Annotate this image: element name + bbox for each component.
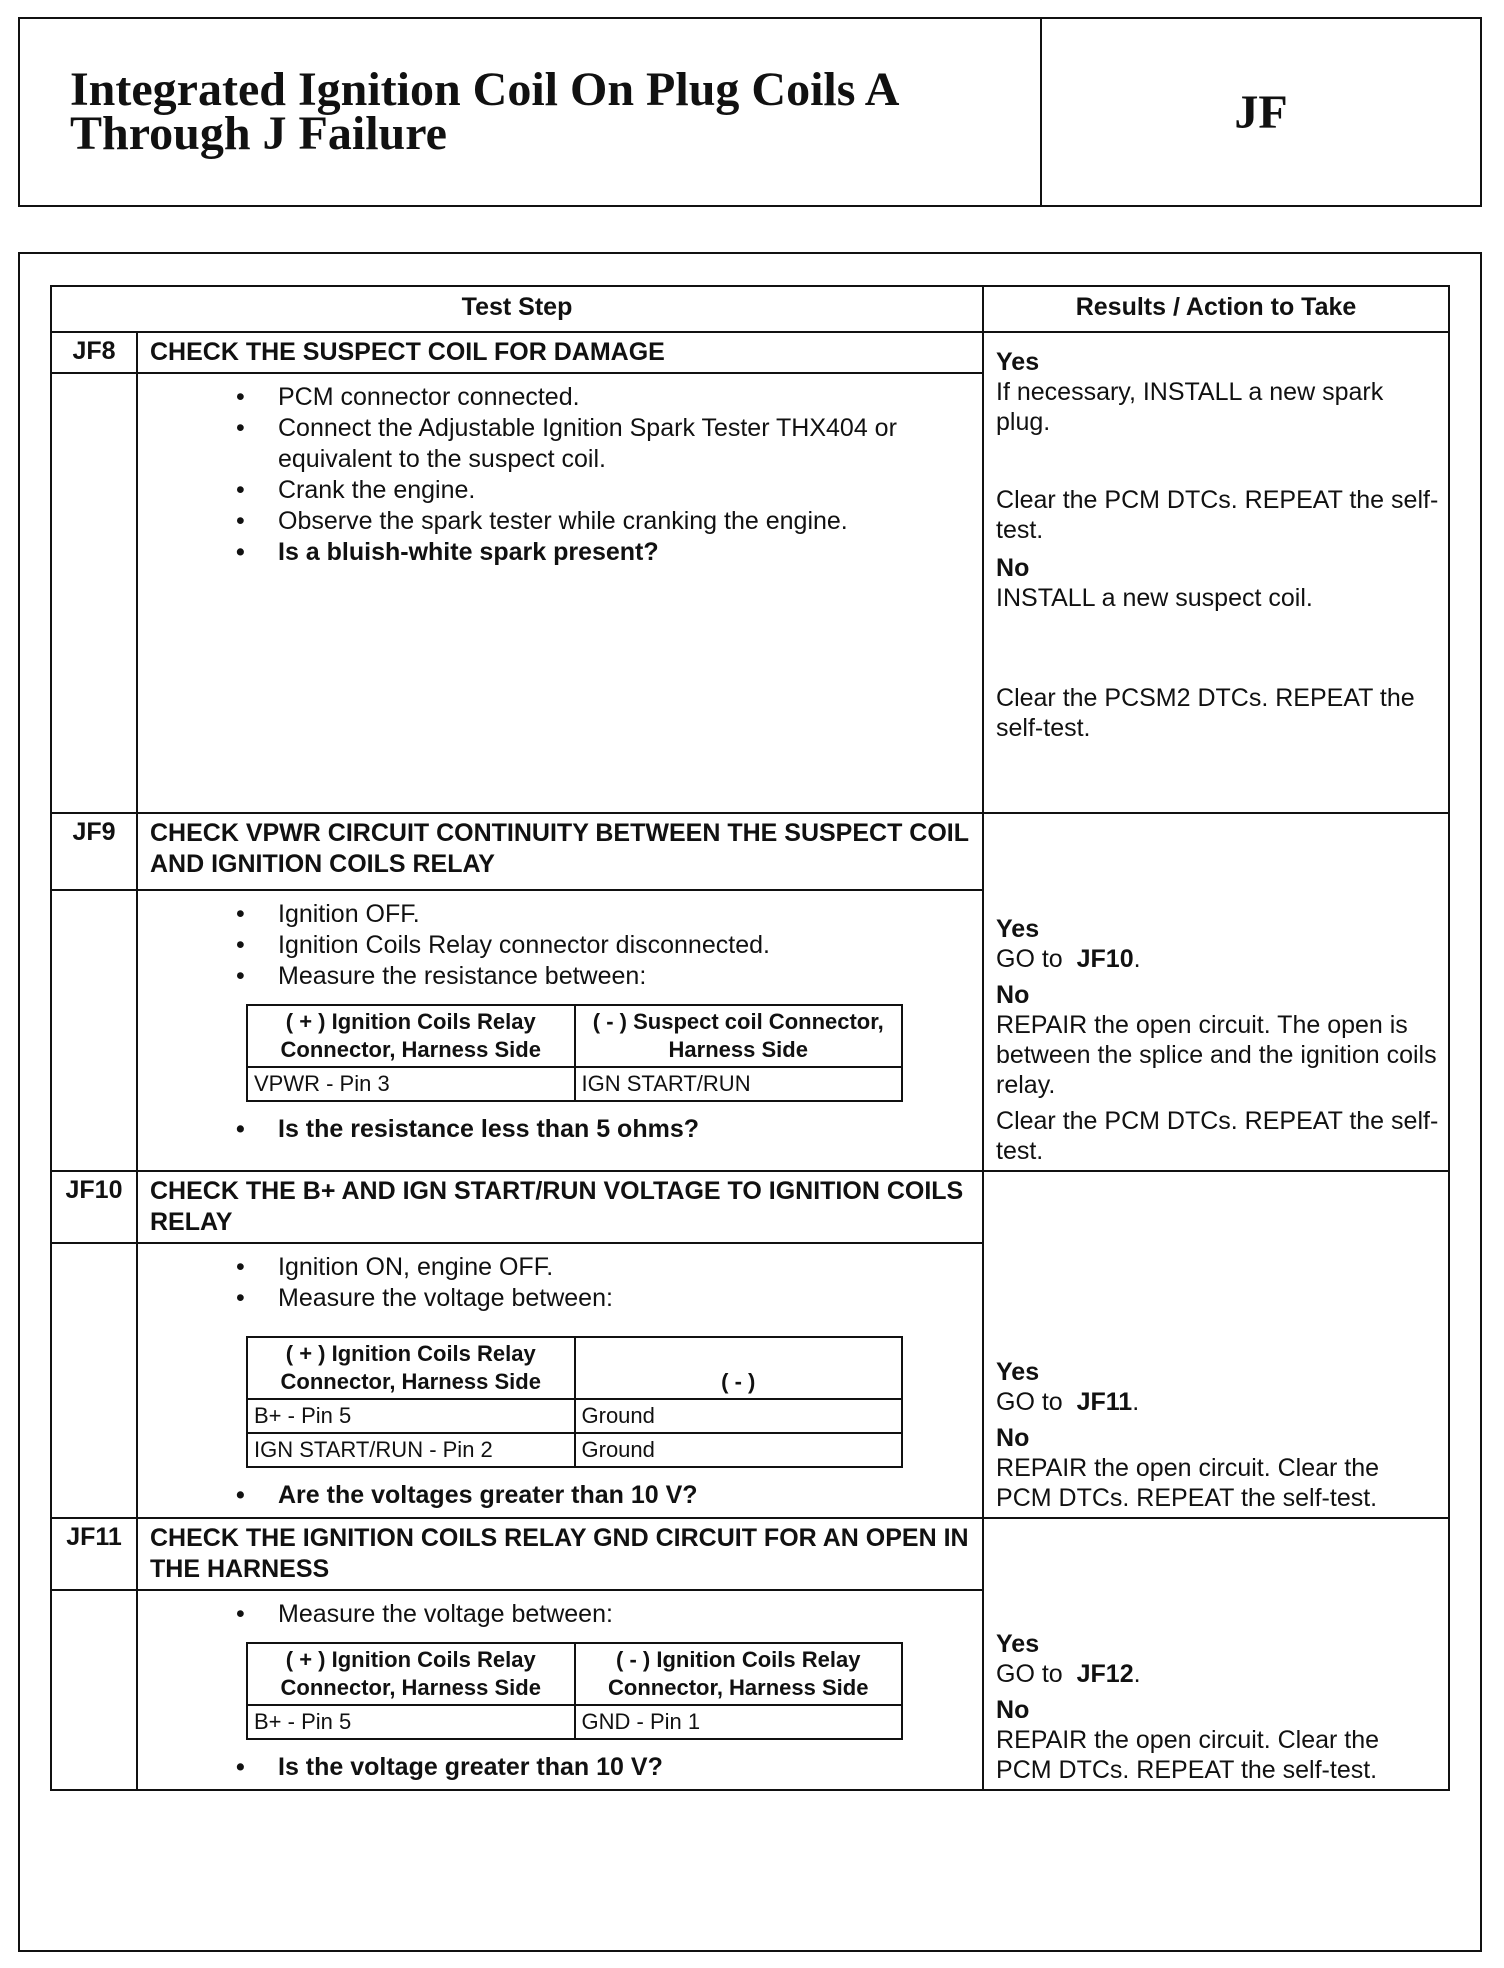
negative-lead-header: ( - ) — [575, 1337, 903, 1399]
positive-lead-cell: VPWR - Pin 3 — [247, 1067, 575, 1101]
step-question: • Is the resistance less than 5 ohms? — [278, 1114, 968, 1145]
table-row — [247, 1399, 902, 1433]
measurement-table — [246, 1642, 903, 1740]
table-row — [247, 1067, 902, 1101]
step-bullet: • Ignition ON, engine OFF. — [278, 1252, 968, 1283]
step-heading: CHECK THE IGNITION COILS RELAY GND CIRCUIT FOR AN OPEN IN THE HARNESS — [137, 1518, 983, 1590]
step-bullet: • PCM connector connected. — [278, 382, 968, 413]
positive-lead-header: ( + ) Ignition Coils Relay Connector, Harness Side — [247, 1643, 575, 1705]
diagnostic-table — [50, 285, 1450, 1791]
step-result: Yes GO to JF12. No REPAIR the open circuit. Clear the PCM DTCs. REPEAT the self-test. — [983, 1518, 1449, 1790]
goto-step-link[interactable]: JF10 — [1076, 945, 1134, 973]
step-heading: CHECK VPWR CIRCUIT CONTINUITY BETWEEN THE SUSPECT COIL AND IGNITION COILS RELAY — [137, 813, 983, 890]
table-header-row — [51, 286, 1449, 332]
step-id: JF8 — [51, 332, 137, 373]
yes-label: Yes — [996, 1358, 1040, 1386]
no-action: REPAIR the open circuit. The open is between the splice and the ignition coils relay. — [996, 1011, 1437, 1099]
yes-action: GO to — [996, 945, 1063, 973]
step-heading: CHECK THE SUSPECT COIL FOR DAMAGE — [137, 332, 983, 373]
step-heading-row — [51, 813, 1449, 890]
step-id: JF9 — [51, 813, 137, 890]
no-label: No — [996, 981, 1030, 1009]
step-question: • Are the voltages greater than 10 V? — [278, 1480, 968, 1511]
no-label: No — [996, 1696, 1030, 1724]
step-bullet: • Observe the spark tester while cranking the engine. — [278, 506, 968, 537]
step-bullet: • Ignition Coils Relay connector disconnected. — [278, 930, 968, 961]
page-title: Integrated Ignition Coil On Plug Coils A Through J Failure — [20, 19, 1042, 205]
no-label: No — [996, 1424, 1030, 1452]
yes-action: If necessary, INSTALL a new spark plug. — [996, 378, 1384, 436]
no-label: No — [996, 554, 1030, 582]
yes-label: Yes — [996, 1630, 1040, 1658]
negative-lead-cell: GND - Pin 1 — [575, 1705, 903, 1739]
yes-action: GO to — [996, 1388, 1063, 1416]
step-result — [983, 332, 1449, 813]
goto-step-link[interactable]: JF12 — [1076, 1660, 1134, 1688]
step-result: Yes GO to JF10. No REPAIR the open circuit. The open is between the splice and the ignition coils relay. Clear the PCM DTCs. REPEAT the self-test. — [983, 813, 1449, 1171]
step-body — [137, 1243, 983, 1518]
goto-step-link[interactable]: JF11 — [1076, 1388, 1133, 1416]
no-action-followup: Clear the PCSM2 DTCs. REPEAT the self-test. — [996, 684, 1415, 742]
no-action: REPAIR the open circuit. Clear the PCM DTCs. REPEAT the self-test. — [996, 1726, 1380, 1784]
step-body — [137, 1590, 983, 1790]
yes-label: Yes — [996, 915, 1040, 943]
positive-lead-header: ( + ) Ignition Coils Relay Connector, Harness Side — [247, 1005, 575, 1067]
step-bullet: • Measure the resistance between: — [278, 961, 968, 992]
step-heading-row — [51, 1171, 1449, 1243]
measurement-table — [246, 1004, 903, 1102]
step-heading-row — [51, 1518, 1449, 1590]
no-action: INSTALL a new suspect coil. — [996, 584, 1313, 612]
negative-lead-header: ( - ) Suspect coil Connector, Harness Side — [575, 1005, 903, 1067]
step-body — [137, 373, 983, 813]
yes-action-followup: Clear the PCM DTCs. REPEAT the self-test. — [996, 486, 1439, 544]
positive-lead-header: ( + ) Ignition Coils Relay Connector, Harness Side — [247, 1337, 575, 1399]
no-action-followup: Clear the PCM DTCs. REPEAT the self-test. — [996, 1107, 1439, 1165]
page-header — [18, 17, 1482, 207]
step-heading: CHECK THE B+ AND IGN START/RUN VOLTAGE TO IGNITION COILS RELAY — [137, 1171, 983, 1243]
positive-lead-cell: B+ - Pin 5 — [247, 1399, 575, 1433]
yes-action: GO to — [996, 1660, 1063, 1688]
measurement-table — [246, 1336, 903, 1468]
negative-lead-cell: Ground — [575, 1399, 903, 1433]
step-bullet: • Measure the voltage between: — [278, 1599, 968, 1630]
step-result: Yes GO to JF11. No REPAIR the open circuit. Clear the PCM DTCs. REPEAT the self-test. — [983, 1171, 1449, 1518]
section-code: JF — [1234, 85, 1288, 139]
table-row — [247, 1705, 902, 1739]
step-question: • Is a bluish-white spark present? — [278, 537, 968, 568]
step-body — [137, 890, 983, 1171]
positive-lead-cell: B+ - Pin 5 — [247, 1705, 575, 1739]
step-id: JF11 — [51, 1518, 137, 1590]
step-bullet: • Connect the Adjustable Ignition Spark Tester THX404 or equivalent to the suspect coil. — [278, 413, 968, 475]
negative-lead-cell: Ground — [575, 1433, 903, 1467]
table-row — [247, 1433, 902, 1467]
yes-label: Yes — [996, 348, 1040, 376]
step-bullet: • Crank the engine. — [278, 475, 968, 506]
step-bullet: • Ignition OFF. — [278, 899, 968, 930]
positive-lead-cell: IGN START/RUN - Pin 2 — [247, 1433, 575, 1467]
step-bullet: • Measure the voltage between: — [278, 1283, 968, 1314]
col-results: Results / Action to Take — [983, 286, 1449, 332]
no-action: REPAIR the open circuit. Clear the PCM DTCs. REPEAT the self-test. — [996, 1454, 1380, 1512]
step-heading-row — [51, 332, 1449, 373]
step-id: JF10 — [51, 1171, 137, 1243]
negative-lead-header: ( - ) Ignition Coils Relay Connector, Harness Side — [575, 1643, 903, 1705]
negative-lead-cell: IGN START/RUN — [575, 1067, 903, 1101]
col-test-step: Test Step — [51, 286, 983, 332]
step-question: • Is the voltage greater than 10 V? — [278, 1752, 968, 1783]
